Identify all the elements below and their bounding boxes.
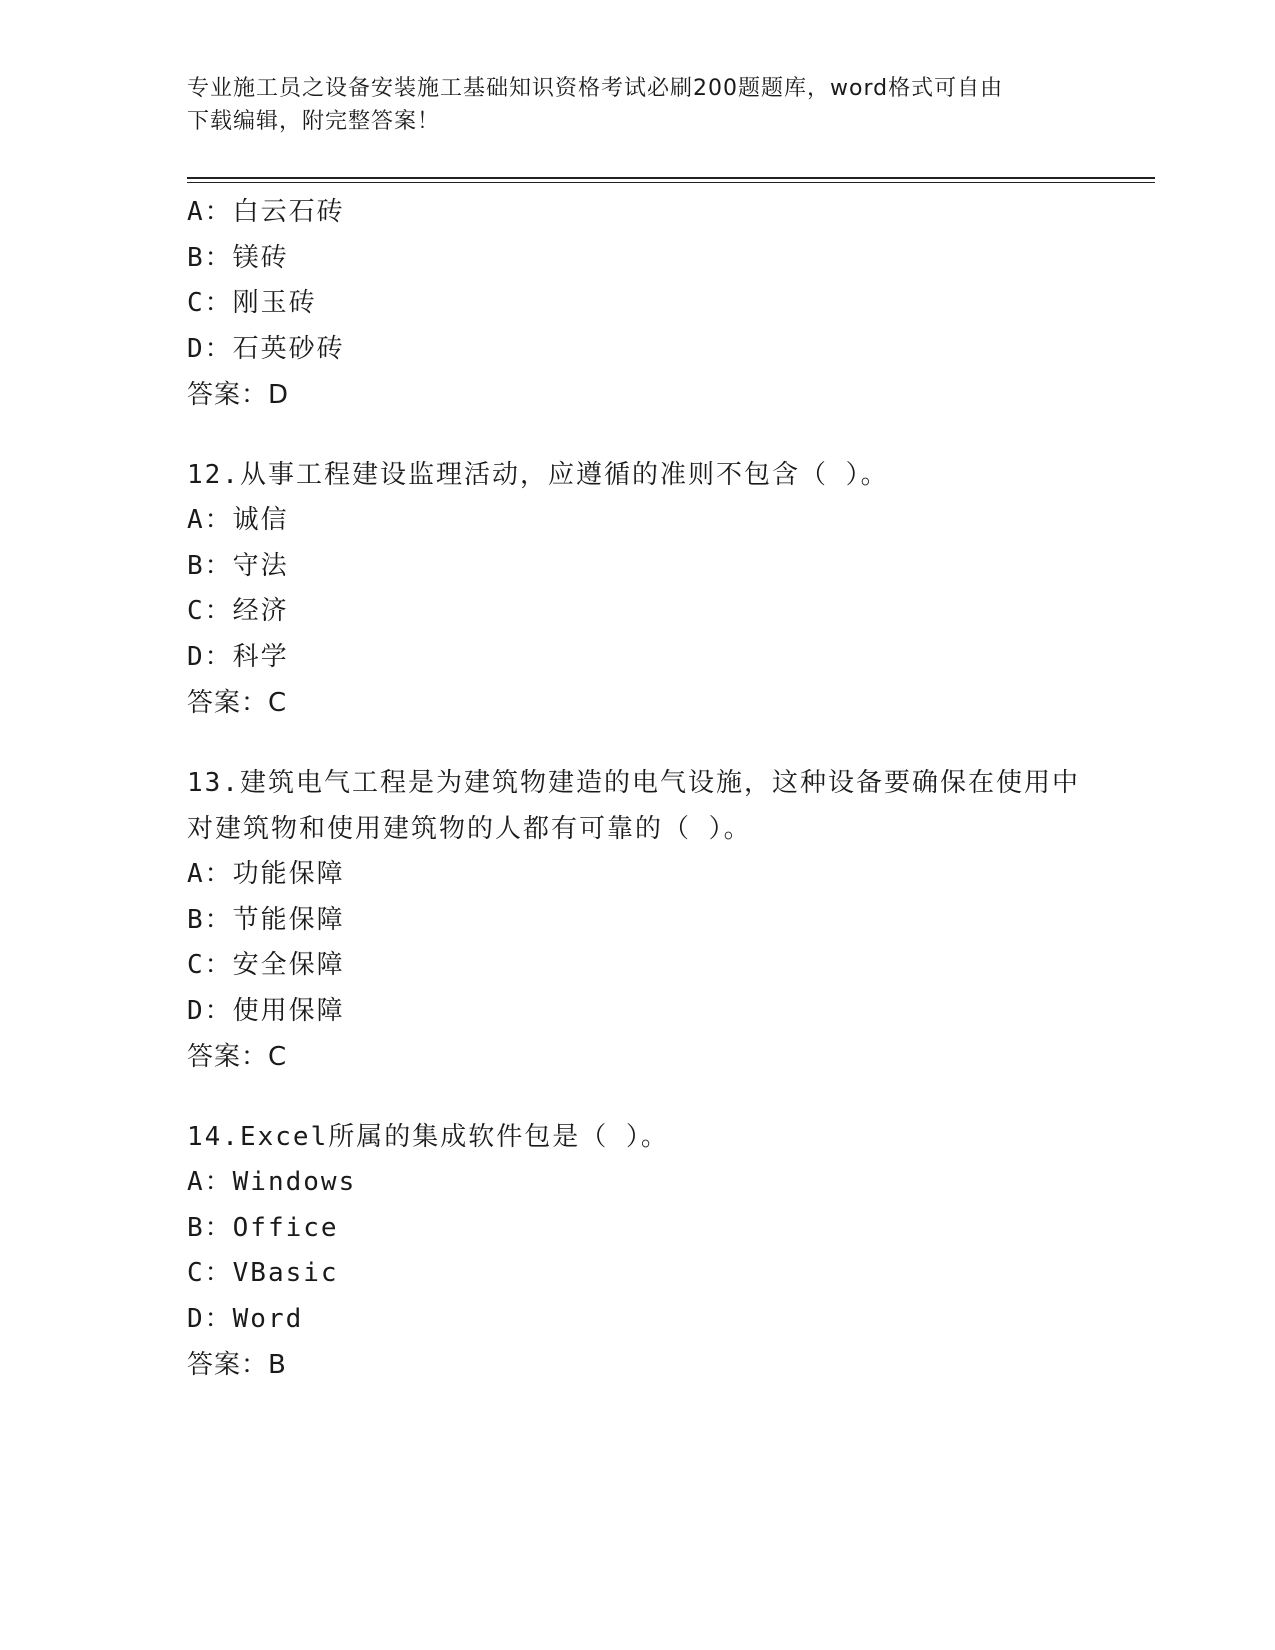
- option-b: B：Office: [187, 1212, 339, 1243]
- answer-line: 答案：B: [187, 1350, 287, 1380]
- answer-line: 答案：C: [187, 688, 288, 718]
- option-a: A：诚信: [187, 505, 289, 535]
- question-13: [187, 760, 1087, 1080]
- question-stem: 14.Excel所属的集成软件包是（ ）。: [187, 1122, 669, 1152]
- option-a: A：白云石砖: [187, 197, 345, 227]
- option-d: D：使用保障: [187, 995, 345, 1026]
- document-header: [187, 72, 1087, 138]
- option-d: D：科学: [187, 641, 289, 672]
- answer-line: 答案：C: [187, 1042, 288, 1072]
- option-c: C：VBasic: [187, 1258, 339, 1288]
- option-a: A：功能保障: [187, 859, 345, 889]
- header-divider-thin: [187, 182, 1155, 183]
- option-d: D：石英砂砖: [187, 333, 345, 364]
- answer-line: 答案：D: [187, 380, 290, 410]
- question-stem: 13.建筑电气工程是为建筑物建造的电气设施，这种设备要确保在使用中对建筑物和使用建筑物的人都有可靠的（ ）。: [187, 768, 1080, 844]
- option-b: B：镁砖: [187, 242, 289, 273]
- question-12: [187, 452, 1087, 726]
- question-stem: 12.从事工程建设监理活动，应遵循的准则不包含（ ）。: [187, 460, 889, 490]
- header-line-1: 专业施工员之设备安装施工基础知识资格考试必刷200题题库，word格式可自由: [187, 76, 1004, 101]
- option-c: C：安全保障: [187, 950, 345, 980]
- question-list: [187, 190, 1087, 1422]
- option-d: D：Word: [187, 1303, 304, 1334]
- option-c: C：经济: [187, 596, 289, 626]
- header-line-2: 下载编辑，附完整答案！: [187, 109, 441, 134]
- option-b: B：节能保障: [187, 904, 345, 935]
- question-11: [187, 190, 1087, 418]
- option-a: A：Windows: [187, 1167, 357, 1197]
- option-c: C：刚玉砖: [187, 288, 317, 318]
- header-divider: [187, 177, 1155, 179]
- option-b: B：守法: [187, 550, 289, 581]
- question-14: [187, 1114, 1087, 1388]
